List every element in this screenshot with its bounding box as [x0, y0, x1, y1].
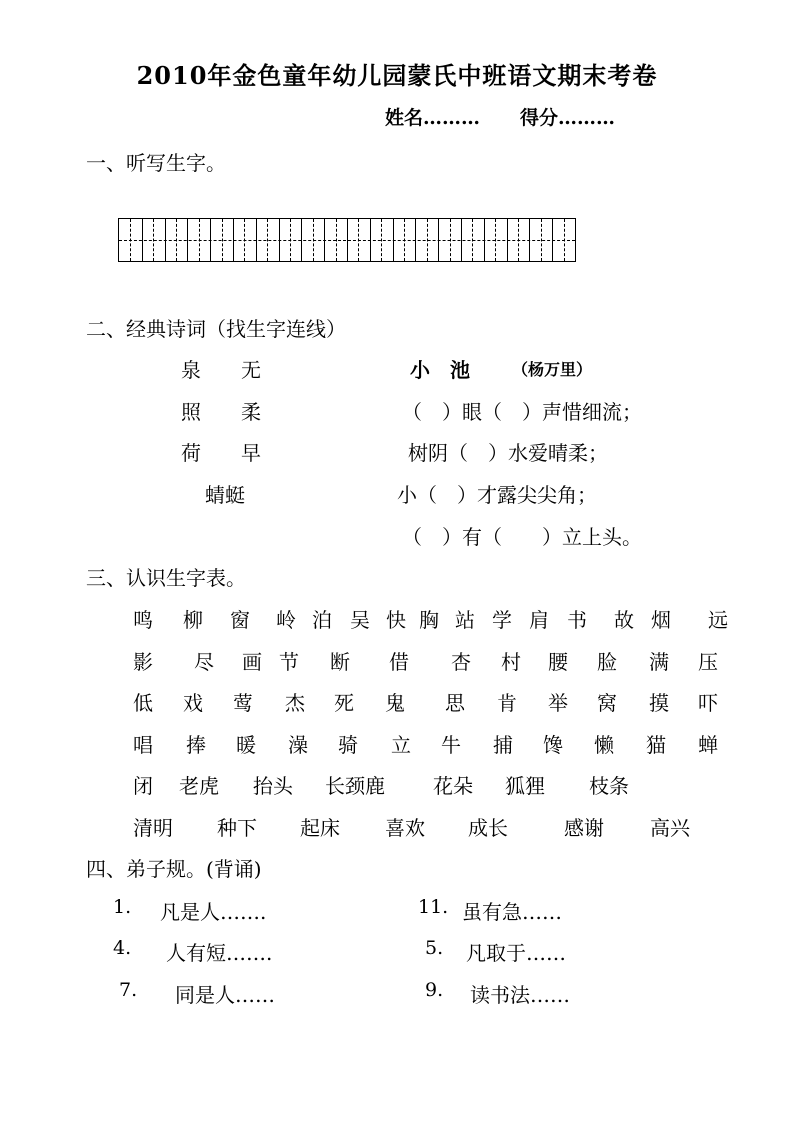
grid-cell-border: [415, 219, 416, 261]
grid-cell-midline: [130, 219, 131, 261]
grid-cell-border: [142, 219, 143, 261]
char-item: 书: [567, 608, 587, 632]
char-item: 故: [614, 608, 634, 632]
word-item: 清明: [133, 816, 173, 840]
char-item: 骑: [338, 733, 358, 757]
word-item: 老虎: [179, 774, 219, 798]
grid-cell-midline: [564, 219, 565, 261]
char-item: 低: [133, 691, 153, 715]
grid-cell-border: [347, 219, 348, 261]
grid-cell-midline: [290, 219, 291, 261]
grid-cell-border: [301, 219, 302, 261]
grid-cell-border: [484, 219, 485, 261]
page-title: 2010年金色童年幼儿园蒙氏中班语文期末考卷: [136, 61, 658, 90]
char-item: 肯: [497, 691, 517, 715]
match-word-1[interactable]: 泉: [181, 358, 201, 382]
word-item: 闭: [133, 774, 153, 798]
char-item: 死: [334, 691, 354, 715]
grid-cell-midline: [541, 219, 542, 261]
char-item: 村: [501, 650, 521, 674]
grid-cell-midline: [450, 219, 451, 261]
grid-cell-border: [324, 219, 325, 261]
verse-number: 1.: [113, 896, 132, 918]
word-item: 高兴: [650, 816, 690, 840]
char-item: 尽: [194, 650, 214, 674]
score-field-label: 得分………: [520, 107, 616, 129]
char-item: 快: [386, 608, 406, 632]
name-field-label: 姓名………: [385, 107, 481, 129]
char-item: 吓: [698, 691, 718, 715]
grid-cell-midline: [153, 219, 154, 261]
word-item: 狐狸: [505, 774, 545, 798]
char-item: 岭: [276, 608, 296, 632]
verse-number: 11.: [418, 896, 449, 918]
grid-cell-midline: [358, 219, 359, 261]
grid-cell-midline: [404, 219, 405, 261]
char-item: 摸: [649, 691, 669, 715]
grid-cell-border: [552, 219, 553, 261]
writing-grid[interactable]: [118, 218, 576, 262]
char-item: 影: [133, 650, 153, 674]
char-item: 杰: [285, 691, 305, 715]
match-word-4[interactable]: 柔: [241, 400, 261, 424]
match-word-5[interactable]: 荷: [181, 441, 201, 465]
char-item: 肩: [529, 608, 549, 632]
char-item: 思: [445, 691, 465, 715]
section-2-heading: 二、经典诗词（找生字连线）: [86, 317, 346, 341]
char-item: 莺: [233, 691, 253, 715]
poem-line-1: （ ）眼（ ）声惜细流；: [402, 400, 642, 424]
char-item: 猫: [646, 733, 666, 757]
verse-text: 虽有急……: [462, 900, 562, 924]
char-item: 断: [330, 650, 350, 674]
char-item: 画: [242, 650, 262, 674]
poem-line-4: （ ）有（ ）立上头。: [402, 525, 642, 549]
char-item: 压: [698, 650, 718, 674]
char-item: 戏: [183, 691, 203, 715]
grid-cell-border: [370, 219, 371, 261]
section-1-heading: 一、听写生字。: [86, 151, 226, 175]
grid-cell-midline: [518, 219, 519, 261]
grid-cell-midline: [244, 219, 245, 261]
char-item: 懒: [594, 733, 614, 757]
grid-cell-midline: [495, 219, 496, 261]
char-item: 澡: [288, 733, 308, 757]
grid-cell-midline: [267, 219, 268, 261]
grid-cell-border: [461, 219, 462, 261]
section-4-heading: 四、弟子规。(背诵): [86, 857, 262, 881]
verse-text: 读书法……: [470, 983, 570, 1007]
word-item: 抬头: [253, 774, 293, 798]
char-item: 泊: [312, 608, 332, 632]
grid-cell-midline: [381, 219, 382, 261]
char-item: 满: [649, 650, 669, 674]
grid-cell-border: [210, 219, 211, 261]
verse-text: 同是人……: [175, 983, 275, 1007]
char-item: 举: [548, 691, 568, 715]
char-item: 唱: [133, 733, 153, 757]
grid-cell-midline: [199, 219, 200, 261]
match-word-3[interactable]: 照: [181, 400, 201, 424]
word-item: 种下: [217, 816, 257, 840]
char-item: 馋: [543, 733, 563, 757]
char-item: 胸: [419, 608, 439, 632]
char-item: 鬼: [385, 691, 405, 715]
char-item: 学: [492, 608, 512, 632]
word-item: 长颈鹿: [325, 774, 385, 798]
section-3-heading: 三、认识生字表。: [86, 566, 246, 590]
char-item: 窗: [230, 608, 250, 632]
verse-text: 凡是人…….: [160, 900, 267, 924]
char-item: 腰: [548, 650, 568, 674]
grid-cell-border: [256, 219, 257, 261]
char-item: 牛: [441, 733, 461, 757]
char-item: 捧: [186, 733, 206, 757]
char-item: 窝: [597, 691, 617, 715]
word-item: 花朵: [433, 774, 473, 798]
word-item: 喜欢: [385, 816, 425, 840]
match-word-6[interactable]: 早: [241, 441, 261, 465]
verse-number: 4.: [113, 937, 132, 959]
verse-number: 5.: [425, 937, 444, 959]
poem-author: （杨万里）: [512, 360, 593, 379]
poem-title: 小 池: [410, 358, 470, 382]
char-item: 捕: [493, 733, 513, 757]
word-item: 感谢: [564, 816, 604, 840]
verse-text: 凡取于……: [466, 941, 566, 965]
grid-cell-midline: [176, 219, 177, 261]
grid-cell-midline: [222, 219, 223, 261]
grid-cell-border: [233, 219, 234, 261]
char-item: 吴: [350, 608, 370, 632]
char-item: 柳: [183, 608, 203, 632]
char-item: 脸: [597, 650, 617, 674]
verse-number: 9.: [425, 979, 444, 1001]
char-item: 蝉: [698, 733, 718, 757]
match-word-7[interactable]: 蜻蜓: [205, 483, 245, 507]
char-item: 远: [708, 608, 728, 632]
word-item: 枝条: [589, 774, 629, 798]
char-item: 杏: [451, 650, 471, 674]
char-item: 鸣: [133, 608, 153, 632]
grid-cell-border: [165, 219, 166, 261]
grid-cell-border: [438, 219, 439, 261]
grid-cell-border: [393, 219, 394, 261]
verse-text: 人有短…….: [166, 941, 273, 965]
char-item: 立: [391, 733, 411, 757]
word-item: 成长: [468, 816, 508, 840]
char-item: 节: [279, 650, 299, 674]
grid-cell-midline: [313, 219, 314, 261]
char-item: 站: [455, 608, 475, 632]
grid-cell-border: [279, 219, 280, 261]
grid-cell-border: [507, 219, 508, 261]
grid-cell-midline: [472, 219, 473, 261]
char-item: 烟: [651, 608, 671, 632]
char-item: 借: [389, 650, 409, 674]
match-word-2[interactable]: 无: [241, 358, 261, 382]
poem-line-2: 树阴（ ）水爱晴柔；: [408, 441, 608, 465]
word-item: 起床: [300, 816, 340, 840]
grid-cell-midline: [336, 219, 337, 261]
grid-cell-border: [187, 219, 188, 261]
grid-cell-midline: [427, 219, 428, 261]
grid-cell-border: [529, 219, 530, 261]
char-item: 暖: [236, 733, 256, 757]
verse-number: 7.: [119, 979, 138, 1001]
poem-line-3: 小（ ）才露尖尖角；: [397, 483, 597, 507]
